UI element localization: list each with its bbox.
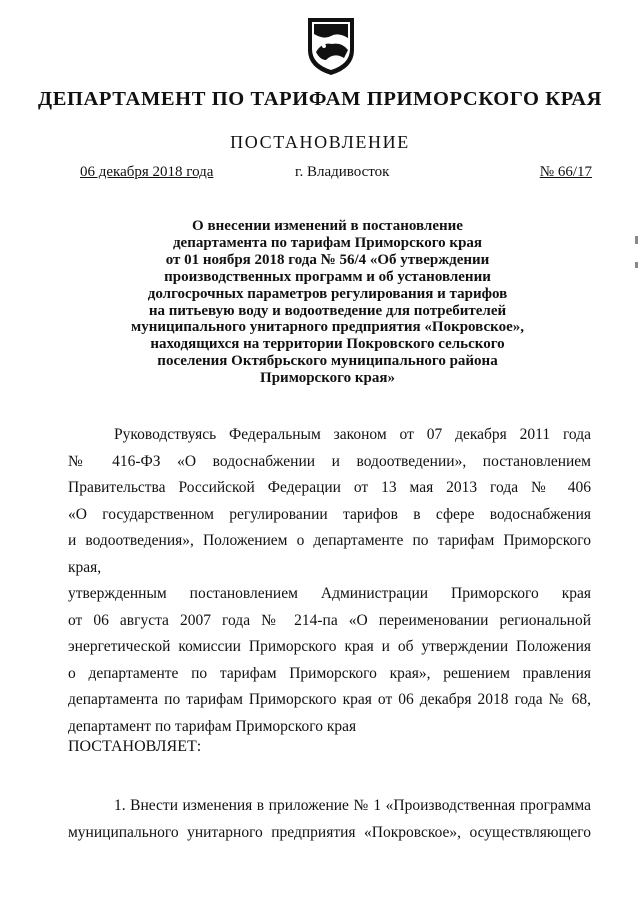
body-line: о департаменте по тарифам Приморского края», решением правления [68,664,591,682]
department-title: ДЕПАРТАМЕНТ ПО ТАРИФАМ ПРИМОРСКОГО КРАЯ [37,88,603,110]
body-line: энергетической комиссии Приморского края и об утверждении Положения [68,638,591,655]
item-line: муниципального унитарного предприятия «Покровское», осуществляющего [68,823,591,841]
subject-line: производственных программ и об установлении [164,268,491,285]
body-line: утвержденным постановлением Администрации Приморского края [68,585,591,602]
scan-edge-mark [635,236,638,244]
subject-line: на питьевую воду и водоотведение для потребителей [148,302,507,319]
scan-edge-mark [635,262,638,268]
subject-line: от 01 ноября 2018 года № 56/4 «Об утверждении [165,251,490,268]
subject-line: долгосрочных параметров регулирования и тарифов [147,285,508,302]
coat-of-arms-icon [304,12,358,78]
subject-line: поселения Октябрьского муниципального района [157,353,498,370]
document-subject [100,218,555,387]
document-type: ПОСТАНОВЛЕНИЕ [230,132,410,152]
subject-line: О внесении изменений в постановление [192,218,463,234]
subject-line: муниципального унитарного предприятия «Покровское», [131,319,524,336]
body-line: «О государственном регулировании тарифов в сфере водоснабжения [68,505,591,523]
body-line: от 06 августа 2007 года № 214-па «О переименовании региональной [68,611,591,629]
document-number: № 66/17 [539,164,592,180]
body-line: № 416-ФЗ «О водоснабжении и водоотведении», постановлением [68,452,591,470]
resolves-heading: ПОСТАНОВЛЯЕТ: [68,738,202,755]
preamble-paragraph [68,422,591,740]
body-line: и водоотведения», Положением о департаменте по тарифам Приморского края, [68,532,591,576]
body-line: департамента по тарифам Приморского края от 06 декабря 2018 года № 68, [68,691,591,708]
document-city: г. Владивосток [295,164,390,180]
subject-line: Приморского края» [260,370,395,387]
body-line: департамент по тарифам Приморского края [68,717,357,735]
subject-line: находящихся на территории Покровского сельского [150,336,505,353]
body-line: Руководствуясь Федеральным законом от 07 декабря 2011 года [114,426,591,443]
body-line: Правительства Российской Федерации от 13 мая 2013 года № 406 [68,479,591,496]
item-1-paragraph [68,793,591,846]
document-date: 06 декабря 2018 года [80,164,214,180]
item-line: 1. Внести изменения в приложение № 1 «Производственная программа [114,797,591,814]
subject-line: департамента по тарифам Приморского края [172,234,483,251]
